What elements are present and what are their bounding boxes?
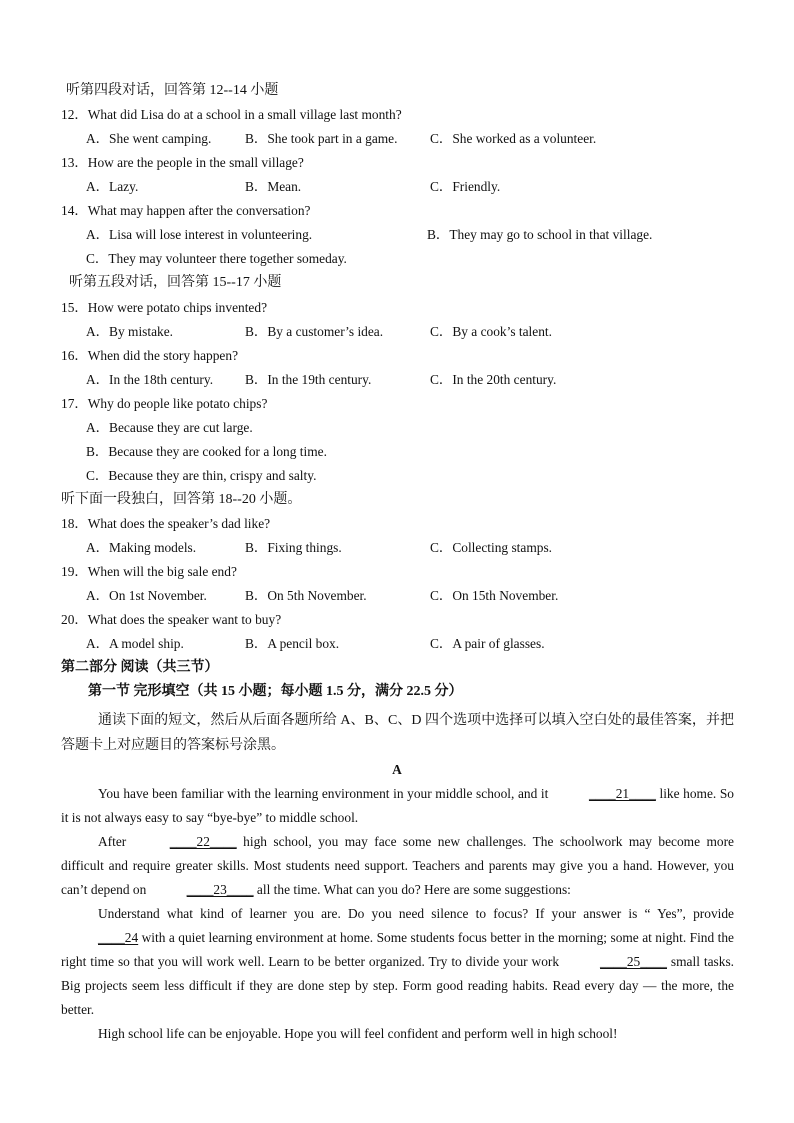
question-20-option-c: C．A pair of glasses. bbox=[430, 636, 545, 651]
question-17-option-a: A．Because they are cut large. bbox=[86, 420, 253, 435]
instruction-text: 通读下面的短文，然后从后面各题所给 A、B、C、D 四个选项中选择可以填入空白处的最佳答案，并把答题卡上对应题目的答案标号涂黑。 bbox=[61, 713, 734, 753]
question-13-option-a: A．Lazy. bbox=[86, 179, 139, 194]
question-18-option-b: B．Fixing things. bbox=[245, 540, 342, 555]
question-15-option-c: C．By a cook’s talent. bbox=[430, 324, 552, 339]
passage-text: small tasks. Big projects seem less difficult if they are done step by step. Form good reading habits. Read every day — the more, the better. bbox=[61, 954, 734, 1017]
question-19-stem: 19．When will the big sale end? bbox=[61, 564, 237, 579]
question-18-option-a: A．Making models. bbox=[86, 540, 197, 555]
question-17-option-c: C．Because they are thin, crispy and salty. bbox=[86, 468, 317, 483]
question-17-option-b: B．Because they are cooked for a long time. bbox=[86, 444, 327, 459]
question-16-option-b: B．In the 19th century. bbox=[245, 372, 372, 387]
question-17-stem: 17．Why do people like potato chips? bbox=[61, 396, 268, 411]
question-19-option-c: C．On 15th November. bbox=[430, 588, 559, 603]
question-18-stem: 18．What does the speaker’s dad like? bbox=[61, 516, 271, 531]
blank-25: ____25____ bbox=[600, 954, 667, 969]
section-1-title: 第一节 完形填空（共 15 小题；每小题 1.5 分，满分 22.5 分） bbox=[88, 684, 463, 699]
section-header-dialogue-5: 听第五段对话，回答第 15--17 小题 bbox=[69, 275, 282, 290]
passage-text: like home. So it is not always easy to say “bye-bye” to middle school. bbox=[61, 786, 734, 825]
question-14-option-b: B．They may go to school in that village. bbox=[427, 227, 653, 242]
blank-21: ____21____ bbox=[588, 786, 656, 801]
question-18-option-c: C．Collecting stamps. bbox=[430, 540, 552, 555]
question-12-option-c: C．She worked as a volunteer. bbox=[430, 131, 597, 146]
question-14-stem: 14．What may happen after the conversation? bbox=[61, 203, 311, 218]
question-12-option-a: A．She went camping. bbox=[86, 131, 212, 146]
question-13-option-c: C．Friendly. bbox=[430, 179, 501, 194]
passage-paragraph-2 bbox=[61, 830, 734, 902]
question-13-stem: 13．How are the people in the small village? bbox=[61, 155, 304, 170]
passage-body bbox=[61, 782, 734, 1046]
passage-paragraph-4: High school life can be enjoyable. Hope you will feel confident and perform well in high school! bbox=[98, 1026, 618, 1041]
question-19-option-a: A．On 1st November. bbox=[86, 588, 207, 603]
passage-text: with a quiet learning environment at home. Some students focus better in the morning; some at night. Find the right time so that you will work well. Learn to be better organized. Try to divide your work bbox=[61, 930, 734, 969]
section-header-dialogue-4: 听第四段对话，回答第 12--14 小题 bbox=[66, 83, 279, 98]
passage-paragraph-3 bbox=[61, 902, 734, 1022]
passage-text: Understand what kind of learner you are. Do you need silence to focus? If your answer is “ Yes”, provide bbox=[98, 906, 734, 921]
passage-text: After bbox=[98, 834, 133, 849]
section-header-monologue: 听下面一段独白，回答第 18--20 小题。 bbox=[61, 492, 302, 507]
question-12-option-b: B．She took part in a game. bbox=[245, 131, 398, 146]
question-20-stem: 20．What does the speaker want to buy? bbox=[61, 612, 282, 627]
passage-text: high school, you may face some new challenges. The schoolwork may become more difficult and require greater skills. Most students need support. Teachers and parents may give you a hand. However, you can’t depend on bbox=[61, 834, 734, 897]
question-16-option-a: A．In the 18th century. bbox=[86, 372, 214, 387]
blank-23: ____23____ bbox=[186, 882, 254, 897]
passage-text: You have been familiar with the learning environment in your middle school, and it bbox=[98, 786, 552, 801]
passage-paragraph-1 bbox=[61, 782, 734, 830]
question-19-option-b: B．On 5th November. bbox=[245, 588, 367, 603]
question-20-option-a: A．A model ship. bbox=[86, 636, 184, 651]
question-12-stem: 12．What did Lisa do at a school in a small village last month? bbox=[61, 107, 402, 122]
part-2-title: 第二部分 阅读（共三节） bbox=[61, 660, 219, 675]
question-16-option-c: C．In the 20th century. bbox=[430, 372, 557, 387]
passage-label: A bbox=[392, 762, 402, 777]
passage-text: all the time. What can you do? Here are some suggestions: bbox=[253, 882, 571, 897]
question-15-stem: 15．How were potato chips invented? bbox=[61, 300, 268, 315]
question-16-stem: 16．When did the story happen? bbox=[61, 348, 239, 363]
instruction-paragraph bbox=[61, 708, 734, 758]
question-15-option-a: A．By mistake. bbox=[86, 324, 174, 339]
blank-24: ____24 bbox=[98, 930, 139, 945]
question-13-option-b: B．Mean. bbox=[245, 179, 302, 194]
question-15-option-b: B．By a customer’s idea. bbox=[245, 324, 384, 339]
question-14-option-a: A．Lisa will lose interest in volunteering. bbox=[86, 227, 313, 242]
question-14-option-c: C．They may volunteer there together someday. bbox=[86, 251, 347, 266]
blank-22: ____22____ bbox=[169, 834, 237, 849]
question-20-option-b: B．A pencil box. bbox=[245, 636, 340, 651]
